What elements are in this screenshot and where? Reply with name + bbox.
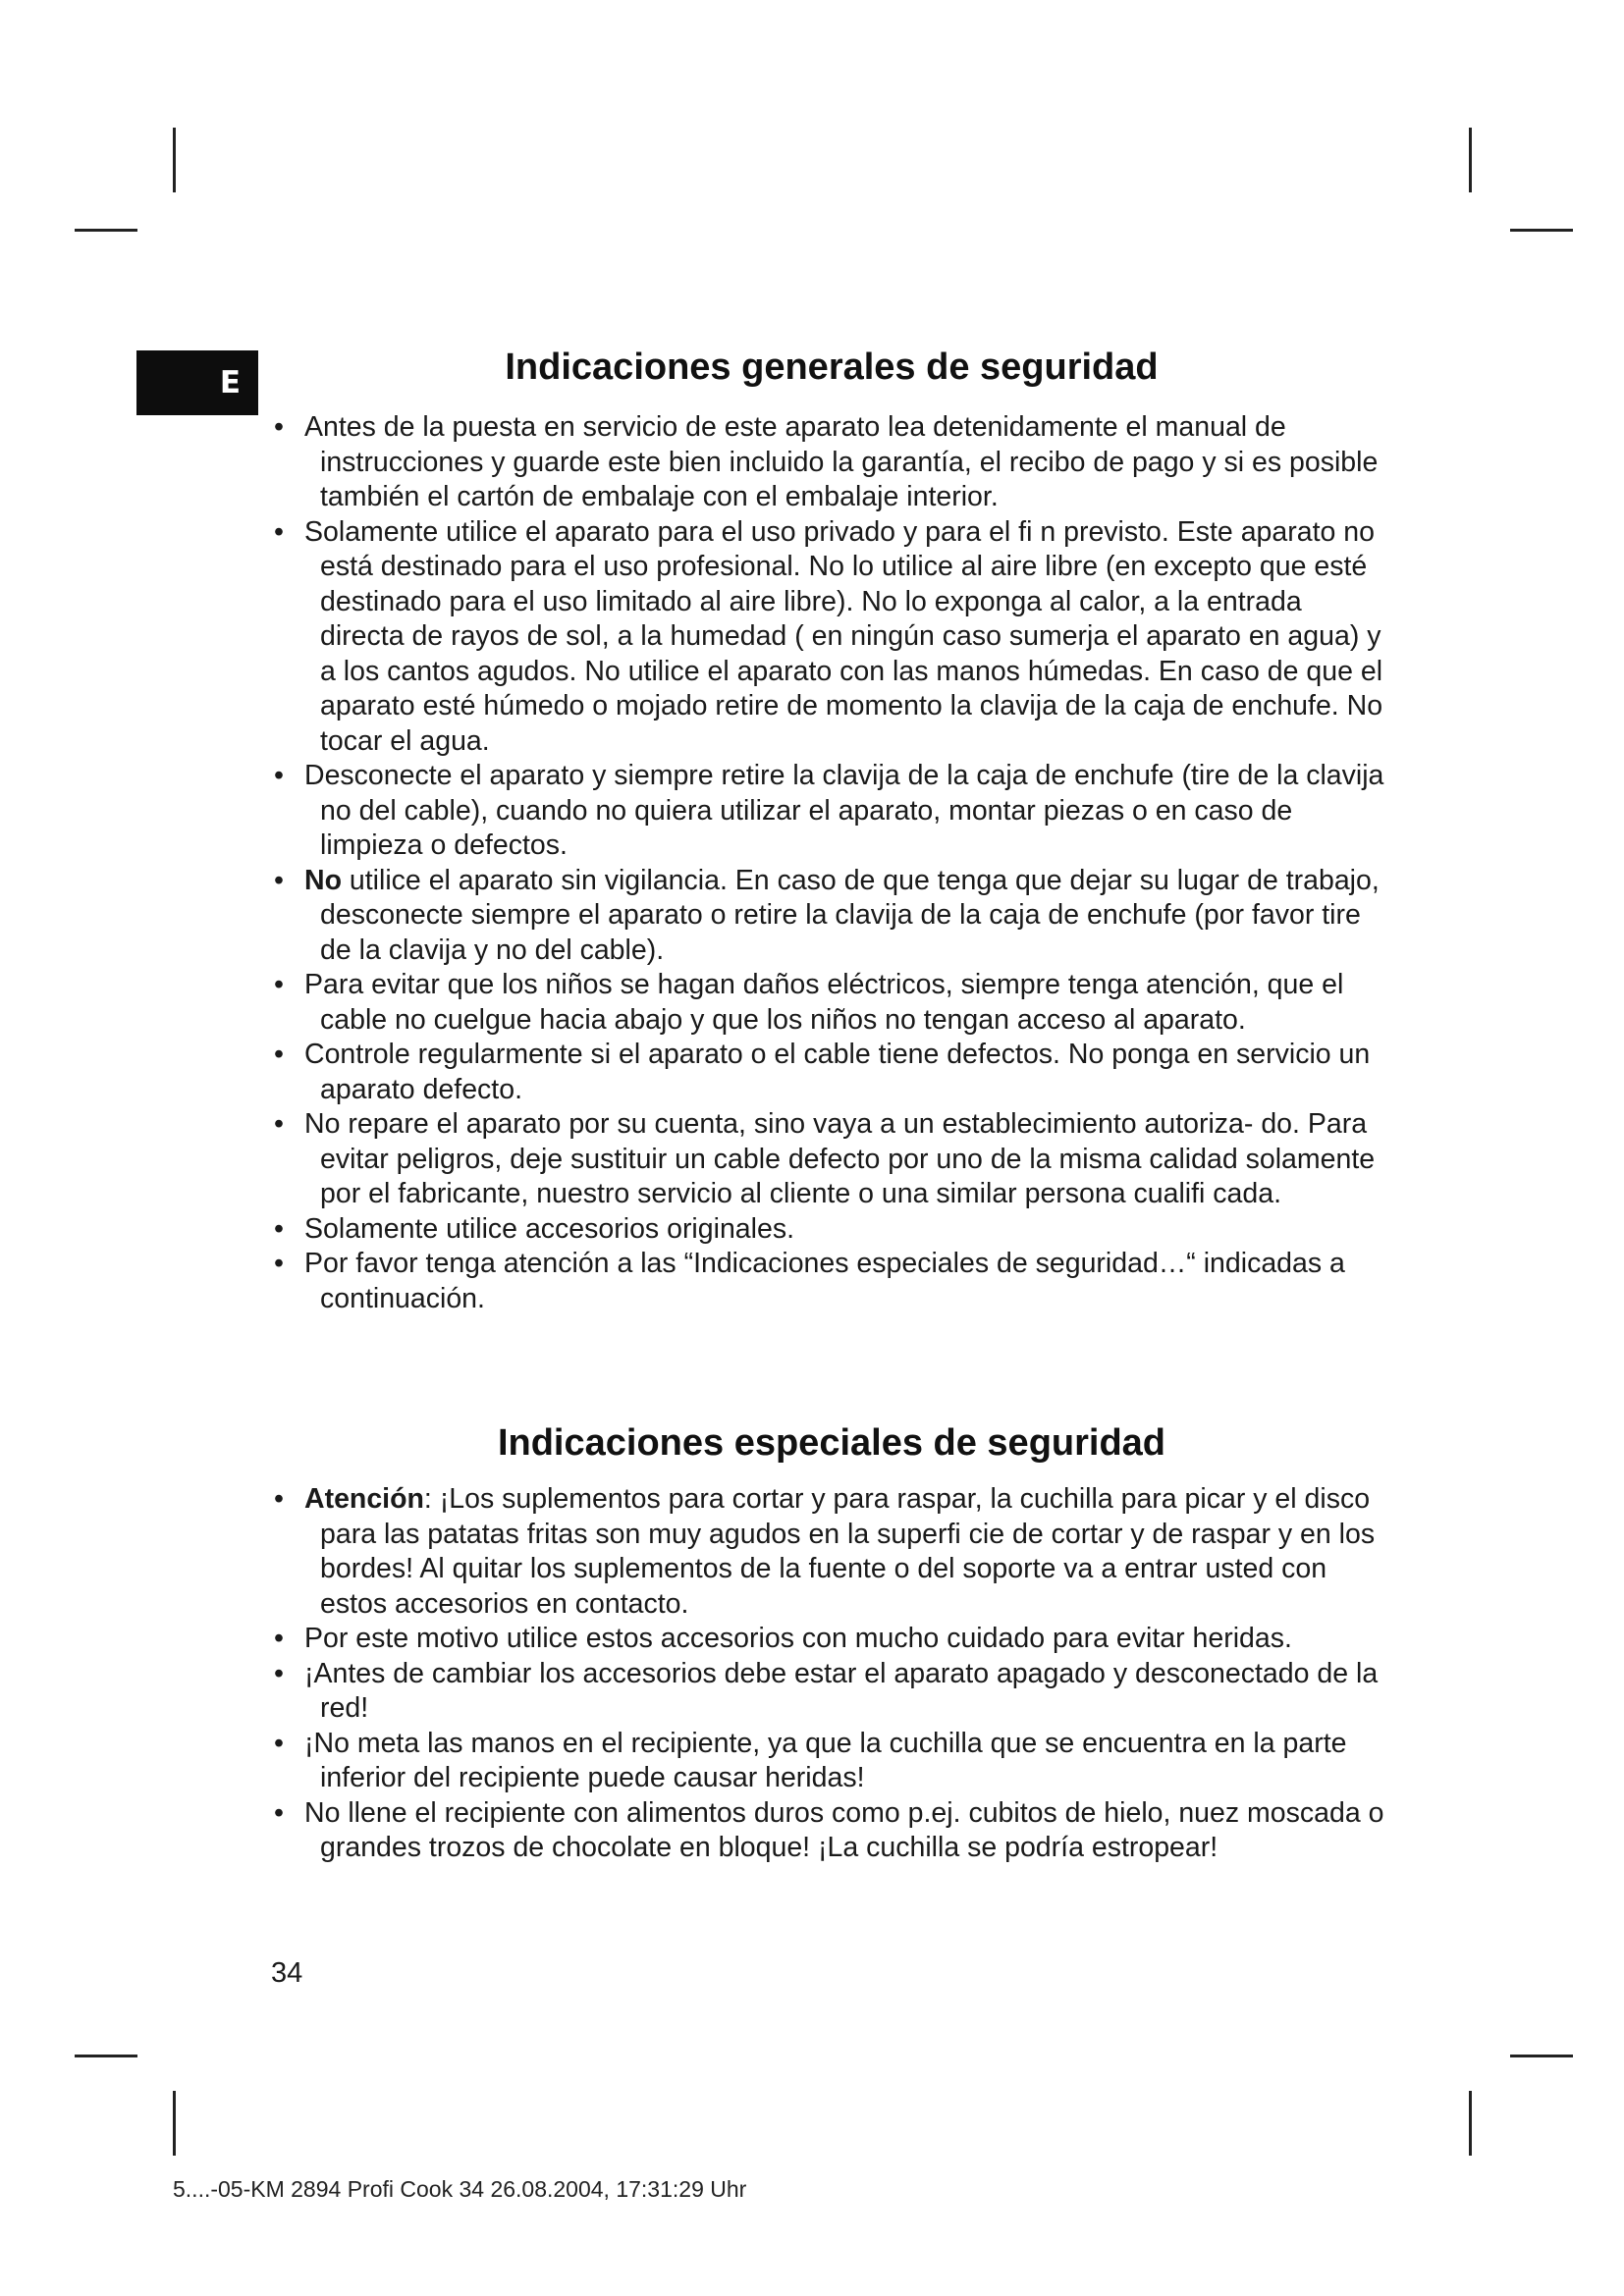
item-body: Solamente utilice el aparato para el uso privado y para el fi n previsto. Este aparato no está destinado para el uso profesional. No lo utilice al aire libre (en excepto que esté destinado para el uso limitado al aire libre). No lo exponga al calor, a la entrada directa de rayos de sol, a la humedad ( en ningún caso sumerja el aparato en agua) y a los cantos agudos. No utilice el aparato con las manos húmedas. En caso de que el aparato esté húmedo o mojado retire de momento la clavija de la caja de enchufe. No tocar el agua.	[304, 515, 1383, 757]
item-body: No repare el aparato por su cuenta, sino vaya a un establecimiento autoriza- do. Para evitar peligros, deje sustituir un cable defecto por uno de la misma calidad solamente por el fabricante, nuestro servicio al cliente o una similar persona cualifi cada.	[304, 1108, 1376, 1209]
bullet-dot-icon: •	[274, 515, 284, 548]
item-lead	[304, 865, 1380, 966]
general-safety-item	[0, 1038, 1624, 1107]
item-lead	[304, 1213, 794, 1245]
general-safety-item	[0, 759, 1624, 864]
crop-mark-bottom-left-vertical	[173, 2091, 176, 2156]
crop-mark-top-right-vertical	[1469, 128, 1472, 192]
item-body: ¡No meta las manos en el recipiente, ya que la cuchilla que se encuentra en la parte inferior del recipiente puede causar heridas!	[304, 1727, 1347, 1793]
item-lead	[304, 1728, 1346, 1794]
general-safety-title: Indicaciones generales de seguridad	[505, 347, 1159, 388]
item-bold-lead: No	[304, 864, 342, 896]
general-safety-item	[0, 1107, 1624, 1212]
item-body: Controle regularmente si el aparato o el cable tiene defectos. No ponga en servicio un aparato defecto.	[304, 1039, 1371, 1105]
item-text	[304, 1483, 1376, 1620]
item-body: utilice el aparato sin vigilancia. En caso de que tenga que dejar su lugar de trabajo, desconecte siempre el aparato o retire la clavija de la caja de enchufe (por favor tire de la clavija y no del cable).	[320, 864, 1380, 966]
general-safety-item	[0, 1212, 1624, 1248]
general-safety-item	[0, 410, 1624, 515]
bullet-dot-icon: •	[274, 760, 284, 791]
item-text	[304, 1657, 1379, 1725]
bullet-dot-icon: •	[274, 1483, 284, 1515]
item-text	[304, 1108, 1376, 1209]
item-text	[304, 1796, 1384, 1864]
item-body: : ¡Los suplementos para cortar y para raspar, la cuchilla para picar y el disco para las patatas fritas son muy agudos en la superfi cie de cortar y de raspar y en los bordes! Al quitar los suplementos de la fuente o del soporte va a entrar usted con estos accesorios en contacto.	[320, 1483, 1376, 1620]
bullet-dot-icon: •	[274, 864, 284, 896]
item-text	[304, 1727, 1347, 1794]
item-text	[304, 760, 1384, 861]
item-body: Desconecte el aparato y siempre retire la clavija de la caja de enchufe (tire de la clavija no del cable), cuando no quiera utilizar el aparato, montar piezas o en caso de limpieza o defectos.	[304, 760, 1384, 861]
bullet-dot-icon: •	[274, 411, 284, 443]
language-tab: E	[136, 350, 258, 415]
item-text	[304, 1248, 1345, 1314]
item-lead	[304, 1108, 1375, 1209]
item-bold-lead: Atención	[304, 1483, 424, 1515]
bullet-dot-icon: •	[274, 1108, 284, 1140]
item-body: Por favor tenga atención a las “Indicaciones especiales de seguridad…“ indicadas a continuación.	[304, 1248, 1345, 1314]
special-safety-item	[0, 1727, 1624, 1796]
item-body: Antes de la puesta en servicio de este aparato lea detenidamente el manual de instrucciones y guarde este bien incluido la garantía, el recibo de pago y si es posible también el cartón de embalaje con el embalaje interior.	[304, 411, 1379, 512]
crop-mark-top-left-vertical	[173, 128, 176, 192]
bullet-dot-icon: •	[274, 969, 284, 1000]
item-body: Por este motivo utilice estos accesorios con mucho cuidado para evitar heridas.	[304, 1623, 1292, 1654]
item-text	[304, 515, 1383, 757]
crop-mark-bottom-right-horizontal	[1510, 2055, 1573, 2057]
item-lead	[304, 760, 1383, 861]
special-safety-list	[0, 1482, 1624, 1866]
print-slug: 5....-05-KM 2894 Profi Cook 34 26.08.2004, 17:31:29 Uhr	[173, 2176, 747, 2202]
bullet-dot-icon: •	[274, 1248, 284, 1279]
crop-mark-top-left-horizontal	[75, 229, 137, 232]
item-text	[304, 969, 1344, 1036]
item-lead	[304, 516, 1382, 757]
item-text	[304, 864, 1380, 966]
special-safety-item	[0, 1482, 1624, 1622]
special-safety-item	[0, 1622, 1624, 1657]
item-lead	[304, 969, 1343, 1036]
general-safety-item	[0, 1247, 1624, 1316]
special-safety-item	[0, 1796, 1624, 1866]
crop-mark-bottom-left-horizontal	[75, 2055, 137, 2057]
item-lead	[304, 1623, 1292, 1654]
general-safety-list	[0, 410, 1624, 1316]
general-safety-item	[0, 864, 1624, 969]
general-safety-item	[0, 515, 1624, 760]
page-number: 34	[271, 1957, 303, 1989]
special-safety-item	[0, 1657, 1624, 1727]
item-lead	[304, 1797, 1383, 1864]
item-body: ¡Antes de cambiar los accesorios debe estar el aparato apagado y desconectado de la red!	[304, 1657, 1379, 1724]
bullet-dot-icon: •	[274, 1657, 284, 1689]
item-lead	[304, 1658, 1378, 1725]
item-text	[304, 411, 1379, 512]
bullet-dot-icon: •	[274, 1212, 284, 1245]
item-text	[304, 1212, 795, 1245]
item-text	[304, 1623, 1292, 1654]
bullet-dot-icon: •	[274, 1039, 284, 1070]
item-lead	[304, 1248, 1345, 1314]
item-body: Solamente utilice accesorios originales.	[304, 1212, 795, 1245]
item-text	[304, 1039, 1371, 1105]
special-safety-title: Indicaciones especiales de seguridad	[497, 1422, 1166, 1464]
item-body: Para evitar que los niños se hagan daños eléctricos, siempre tenga atención, que el cable no cuelgue hacia abajo y que los niños no tengan acceso al aparato.	[304, 969, 1344, 1036]
item-lead	[304, 411, 1378, 512]
item-body: No llene el recipiente con alimentos duros como p.ej. cubitos de hielo, nuez moscada o grandes trozos de chocolate en bloque! ¡La cuchilla se podría estropear!	[304, 1796, 1384, 1863]
bullet-dot-icon: •	[274, 1623, 284, 1654]
crop-mark-bottom-right-vertical	[1469, 2091, 1472, 2156]
item-lead	[304, 1483, 1375, 1620]
bullet-dot-icon: •	[274, 1727, 284, 1759]
general-safety-item	[0, 968, 1624, 1038]
crop-mark-top-right-horizontal	[1510, 229, 1573, 232]
item-lead	[304, 1039, 1370, 1105]
bullet-dot-icon: •	[274, 1796, 284, 1829]
